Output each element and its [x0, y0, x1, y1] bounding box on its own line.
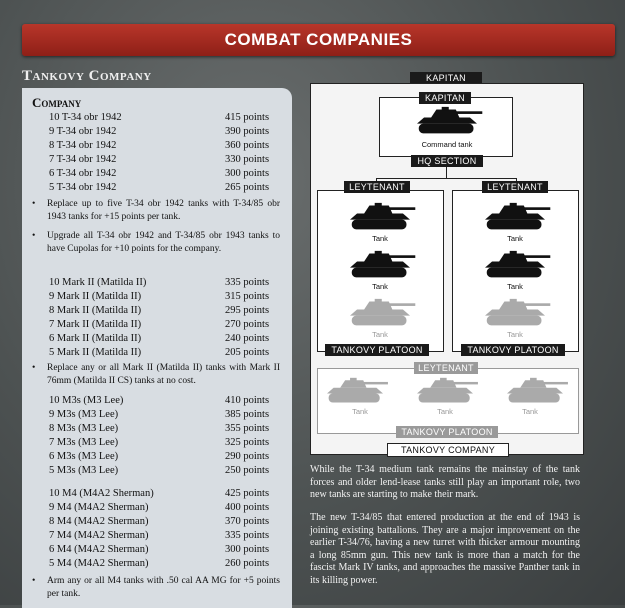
option-note: • Replace any or all Mark II (Matilda II) tanks with Mark II 76mm (Matilda II CS) tanks at no cost. — [32, 363, 280, 386]
tank-caption: Tank — [507, 330, 523, 339]
organisation-diagram — [310, 83, 584, 455]
tank-icon — [479, 202, 551, 232]
company-options-panel: Company 10 T-34 obr 1942 415 points 9 T-34 obr 1942 390 points 8 T-34 obr 1942 360 points 7 T-34 obr 1942 330 points 6 T-34 obr 1942 300 points 5 T-34 obr 1942 265 points • Replace up to five T-34 obr 1942 tanks with T-34/85 obr 1943 tanks for +15 points per tank. • Upgrade all T-34 obr 1942 and T-34/85 obr 1943 tanks to have Cupolas for +10 points for the company. 10 Mark II (Matilda II) 335 points 9 Mark II (Matilda II) 315 points 8 Mark II (Matilda II) 295 points 7 Mark II (Matilda II) 270 points 6 Mark II (Matilda II) 240 points 5 Mark II (Matilda II) 205 points • Replace any or all Mark II (Matilda II) tanks with Mark II 76mm (Matilda II CS) tanks at no cost. 10 M3s (M3 Lee) 410 points 9 M3s (M3 Lee) 385 points 8 M3s (M3 Lee) 355 points 7 M3s (M3 Lee) 325 points 6 M3s (M3 Lee) 290 points 5 M3s (M3 Lee) 250 points 10 M4 (M4A2 Sherman) 425 points 9 M4 (M4A2 Sherman) 400 points 8 M4 (M4A2 Sherman) 370 points 7 M4 (M4A2 Sherman) 335 points 6 M4 (M4A2 Sherman) 300 points 5 M4 (M4A2 Sherman) 260 points • Arm any or all M4 tanks with .50 cal AA MG for +5 points per tank. — [22, 88, 292, 608]
optional-tank-icon — [501, 377, 569, 405]
t34-85-paragraph: The new T-34/85 that entered production at the end of 1943 is joining existing battalions. They are a major improvement on the earlier T-34/76, having a new turret with thicker armour mounting a long 85mm gun. This new tank is more than a match for the fascist Mark IV tanks, and approaches the massive Panther tank in its killing power. — [310, 512, 580, 586]
tank-caption: Tank — [437, 407, 453, 416]
leytenant-label-optional: LEYTENANT — [414, 362, 478, 374]
optional-tank-icon — [479, 298, 551, 328]
optional-tank-icon — [411, 377, 479, 405]
section-title: Tankovy Company — [22, 68, 152, 84]
banner-title: COMBAT COMPANIES — [224, 30, 413, 49]
tank-icon — [344, 202, 416, 232]
tank-caption: Tank — [372, 330, 388, 339]
leytenant-label-left: LEYTENANT — [344, 181, 410, 193]
option-note: • Arm any or all M4 tanks with .50 cal AA MG for +5 points per tank. — [32, 576, 280, 599]
command-tank-caption: Command tank — [421, 140, 473, 149]
tank-caption: Tank — [372, 282, 388, 291]
connector-line — [376, 178, 516, 179]
kapitan-label: KAPITAN — [410, 72, 482, 84]
tank-icon — [479, 250, 551, 280]
platoon-label-right: TANKOVY PLATOON — [461, 344, 565, 356]
tank-icon — [344, 250, 416, 280]
leytenant-label-right: LEYTENANT — [482, 181, 548, 193]
intro-paragraph: While the T-34 medium tank remains the mainstay of the tank forces and older lend-lease tanks still play an important role, two new tanks are starting to make their mark. — [310, 464, 580, 501]
section-banner — [22, 24, 615, 56]
tank-caption: Tank — [522, 407, 538, 416]
command-tank-icon — [411, 106, 483, 136]
tank-caption: Tank — [372, 234, 388, 243]
platoon-label-left: TANKOVY PLATOON — [325, 344, 429, 356]
platoon-label-optional: TANKOVY PLATOON — [396, 426, 498, 438]
panel-title: Company — [32, 95, 82, 110]
optional-tank-icon — [344, 298, 416, 328]
company-label: TANKOVY COMPANY — [387, 443, 509, 457]
option-note: • Upgrade all T-34 obr 1942 and T-34/85 obr 1943 tanks to have Cupolas for +10 points for the company. — [32, 231, 280, 254]
hq-kapitan-label: KAPITAN — [419, 92, 471, 104]
option-note: • Replace up to five T-34 obr 1942 tanks with T-34/85 obr 1943 tanks for +15 points per tank. — [32, 199, 280, 222]
hq-section-label: HQ SECTION — [411, 155, 483, 167]
optional-tank-icon — [321, 377, 389, 405]
tank-caption: Tank — [352, 407, 368, 416]
tank-caption: Tank — [507, 282, 523, 291]
tank-caption: Tank — [507, 234, 523, 243]
